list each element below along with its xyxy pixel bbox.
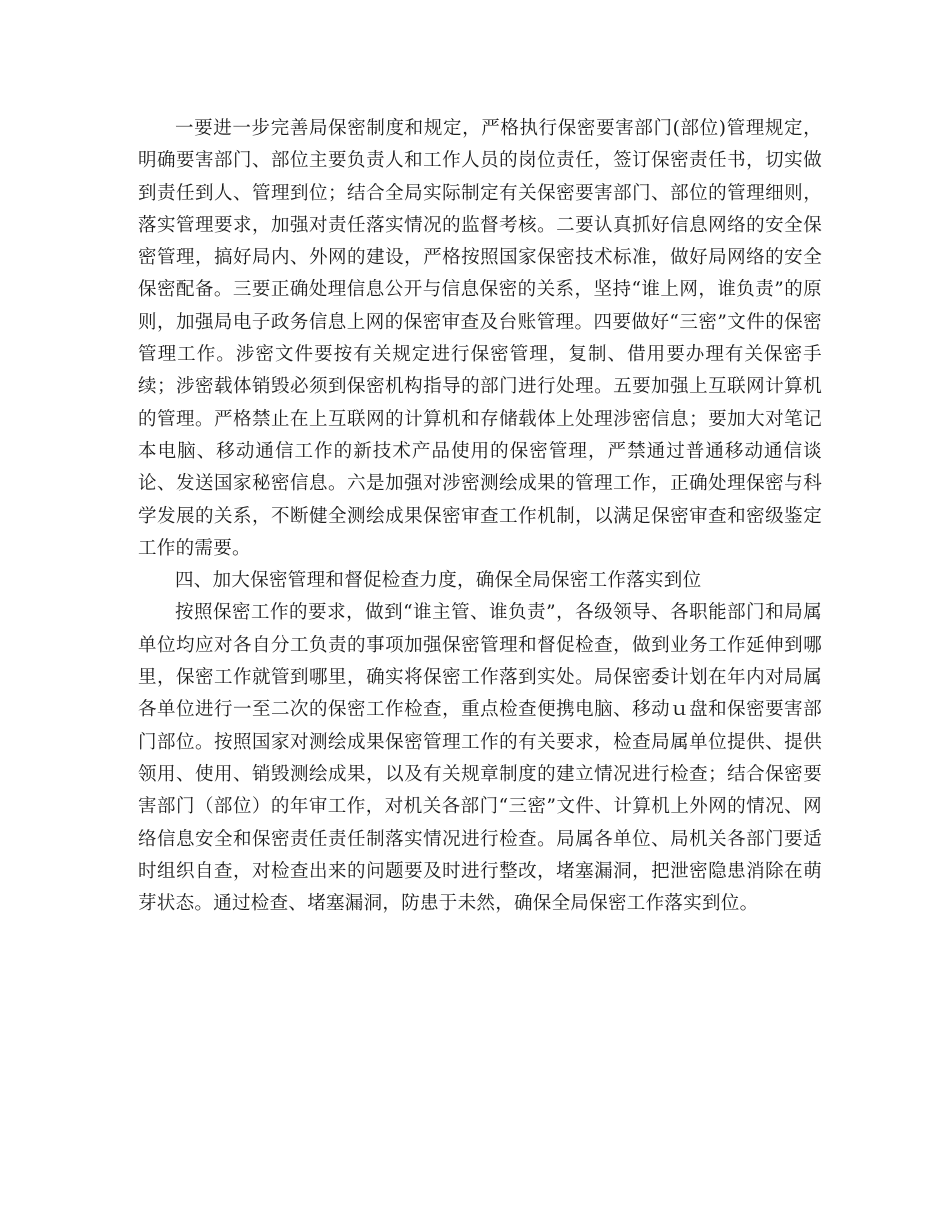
document-body [138, 113, 822, 920]
section-heading-inspection: 四、加大保密管理和督促检查力度，确保全局保密工作落实到位 [175, 570, 702, 592]
paragraph-inspection-details: 按照保密工作的要求，做到“谁主管、谁负责”，各级领导、各职能部门和局属单位均应对各自分工负责的事项加强保密管理和督促检查，做到业务工作延伸到哪里，保密工作就管到哪里，确实将保密工作落到实处。局保密委计划在年内对局属各单位进行一至二次的保密工作检查，重点检查便携电脑、移动ｕ盘和保密要害部门部位。按照国家对测绘成果保密管理工作的有关要求，检查局属单位提供、提供领用、使用、销毁测绘成果，以及有关规章制度的建立情况进行检查；结合保密要害部门（部位）的年审工作，对机关各部门“三密”文件、计算机上外网的情况、网络信息安全和保密责任责任制落实情况进行检查。局属各单位、局机关各部门要适时组织自查，对检查出来的问题要及时进行整改，堵塞漏洞，把泄密隐患消除在萌芽状态。通过检查、堵塞漏洞，防患于未然，确保全局保密工作落实到位。 [138, 602, 822, 915]
paragraph-security-measures: 一要进一步完善局保密制度和规定，严格执行保密要害部门(部位)管理规定，明确要害部门、部位主要负责人和工作人员的岗位责任，签订保密责任书，切实做到责任到人、管理到位；结合全局实际制定有关保密要害部门、部位的管理细则，落实管理要求，加强对责任落实情况的监督考核。二要认真抓好信息网络的安全保密管理，搞好局内、外网的建设，严格按照国家保密技术标准，做好局网络的安全保密配备。三要正确处理信息公开与信息保密的关系，坚持“谁上网，谁负责”的原则，加强局电子政务信息上网的保密审查及台账管理。四要做好“三密”文件的保密管理工作。涉密文件要按有关规定进行保密管理，复制、借用要办理有关保密手续；涉密载体销毁必须到保密机构指导的部门进行处理。五要加强上互联网计算机的管理。严格禁止在上互联网的计算机和存储载体上处理涉密信息；要加大对笔记本电脑、移动通信工作的新技术产品使用的保密管理，严禁通过普通移动通信谈论、发送国家秘密信息。六是加强对涉密测绘成果的管理工作，正确处理保密与科学发展的关系，不断健全测绘成果保密审查工作机制，以满足保密审查和密级鉴定工作的需要。 [138, 118, 822, 559]
